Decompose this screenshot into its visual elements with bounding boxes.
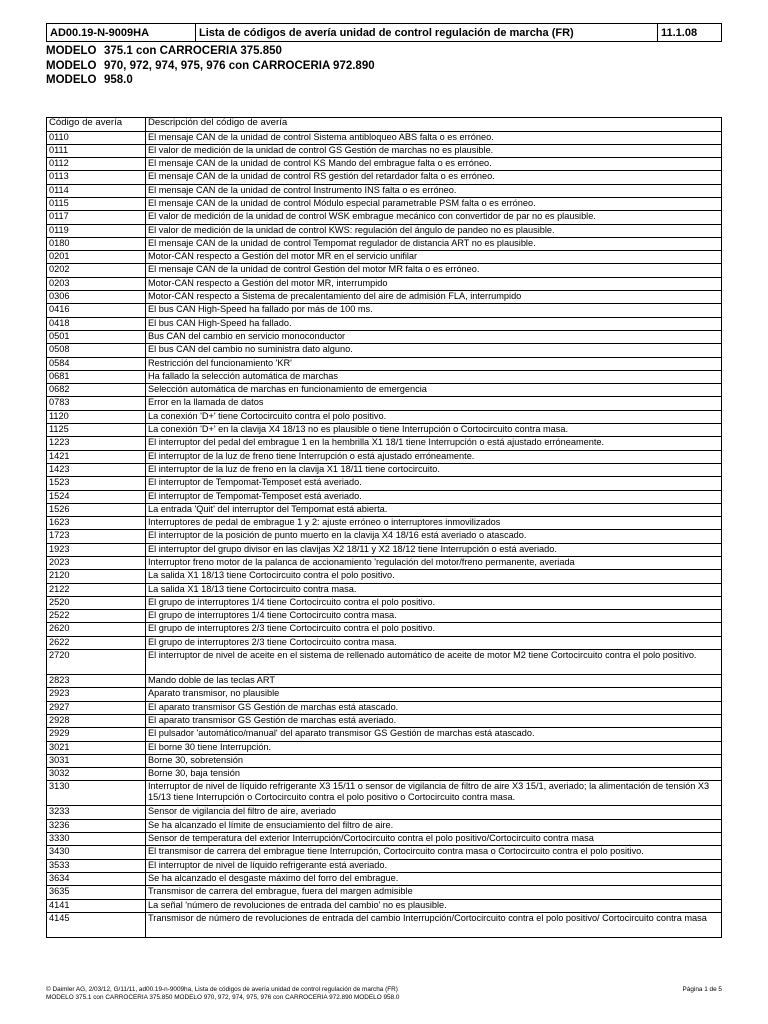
table-row	[47, 503, 722, 516]
fault-description: La salida X1 18/13 tiene Cortocircuito contra el polo positivo.	[146, 570, 722, 583]
table-row	[47, 477, 722, 490]
model-label: MODELO	[46, 59, 97, 72]
table-row	[47, 806, 722, 819]
fault-description: El interruptor del pedal del embrague 1 en la hembrilla X1 18/1 tiene Interrupción o está ajustado erróneamente.	[146, 437, 722, 450]
column-header-description: Descripción del código de avería	[146, 117, 722, 131]
fault-code: 0111	[47, 144, 146, 157]
table-row	[47, 131, 722, 144]
doc-id: AD00.19-N-9009HA	[47, 24, 196, 42]
table-row	[47, 397, 722, 410]
fault-code: 0306	[47, 291, 146, 304]
table-row	[47, 171, 722, 184]
table-row	[47, 846, 722, 859]
fault-description: El grupo de interruptores 2/3 tiene Cortocircuito contra el polo positivo.	[146, 623, 722, 636]
fault-code: 2923	[47, 688, 146, 701]
fault-code: 3330	[47, 833, 146, 846]
fault-code: 4141	[47, 899, 146, 912]
fault-description: Restricción del funcionamiento 'KR'	[146, 357, 722, 370]
table-row	[47, 886, 722, 899]
table-row	[47, 277, 722, 290]
table-row	[47, 610, 722, 623]
table-row	[47, 184, 722, 197]
table-row	[47, 251, 722, 264]
table-row	[47, 530, 722, 543]
table-row	[47, 370, 722, 383]
table-row	[47, 899, 722, 912]
fault-code: 2720	[47, 650, 146, 675]
fault-code: 2023	[47, 557, 146, 570]
table-row	[47, 330, 722, 343]
fault-code: 1524	[47, 490, 146, 503]
fault-code: 3032	[47, 768, 146, 781]
fault-description: Se ha alcanzado el límite de ensuciamiento del filtro de aire.	[146, 819, 722, 832]
page-number: Página 1 de 5	[682, 986, 722, 993]
fault-description: El interruptor de nivel de aceite en el sistema de rellenado automático de aceite de motor M2 tiene Cortocircuito contra el polo positivo.	[146, 650, 722, 675]
page-footer	[46, 986, 722, 1002]
fault-description: El interruptor del grupo divisor en las clavijas X2 18/11 y X2 18/12 tiene Interrupción o está averiado.	[146, 543, 722, 556]
fault-description: El grupo de interruptores 1/4 tiene Cortocircuito contra el polo positivo.	[146, 596, 722, 609]
fault-description: El mensaje CAN de la unidad de control Sistema antibloqueo ABS falta o es erróneo.	[146, 131, 722, 144]
fault-description: El mensaje CAN de la unidad de control Módulo especial parametrable PSM falta o es erróneo.	[146, 197, 722, 210]
fault-description: El mensaje CAN de la unidad de control Instrumento INS falta o es erróneo.	[146, 184, 722, 197]
fault-code: 4145	[47, 912, 146, 937]
table-row	[47, 463, 722, 476]
fault-description: Motor-CAN respecto a Gestión del motor MR en el servicio unifilar	[146, 251, 722, 264]
model-label: MODELO	[46, 45, 97, 57]
fault-code: 2520	[47, 596, 146, 609]
table-row	[47, 650, 722, 675]
fault-description: El grupo de interruptores 1/4 tiene Cortocircuito contra masa.	[146, 610, 722, 623]
doc-date: 11.1.08	[658, 24, 722, 42]
fault-code: 0119	[47, 224, 146, 237]
fault-description: La señal 'número de revoluciones de entrada del cambio' no es plausible.	[146, 899, 722, 912]
table-row	[47, 424, 722, 437]
fault-description: El interruptor de la posición de punto muerto en la clavija X4 18/16 está averiado o atascado.	[146, 530, 722, 543]
table-row	[47, 623, 722, 636]
table-row	[47, 819, 722, 832]
fault-description: Transmisor de número de revoluciones de entrada del cambio Interrupción/Cortocircuito contra el polo positivo/ Cortocircuito contra masa	[146, 912, 722, 937]
fault-description: El bus CAN del cambio no suministra dato alguno.	[146, 344, 722, 357]
fault-description: Mando doble de las teclas ART	[146, 675, 722, 688]
fault-description: Error en la llamada de datos	[146, 397, 722, 410]
fault-description: Interruptor freno motor de la palanca de accionamiento 'regulación del motor/freno permanente, averiada	[146, 557, 722, 570]
fault-code: 2522	[47, 610, 146, 623]
fault-description: Borne 30, baja tensión	[146, 768, 722, 781]
fault-code: 0682	[47, 384, 146, 397]
table-row	[47, 557, 722, 570]
fault-code: 2620	[47, 623, 146, 636]
fault-code: 0501	[47, 330, 146, 343]
footer-line-2: MODELO 375.1 con CARROCERIA 375.850 MODELO 970, 972, 974, 975, 976 con CARROCERIA 972.890 MODELO 958.0	[46, 994, 400, 1001]
fault-code: 0508	[47, 344, 146, 357]
table-row	[47, 211, 722, 224]
fault-description: Interruptor de nivel de líquido refrigerante X3 15/11 o sensor de vigilancia de filtro de aire X3 15/1, averiado; la alimentación de tensión X3 15/13 tiene Interrupción o Cortocircuito contra el polo positivo o Cortocircuito contra masa.	[146, 781, 722, 806]
table-row	[47, 304, 722, 317]
table-row	[47, 688, 722, 701]
table-row	[47, 859, 722, 872]
fault-description: Selección automática de marchas en funcionamiento de emergencia	[146, 384, 722, 397]
table-header-row	[47, 117, 722, 131]
fault-code: 0201	[47, 251, 146, 264]
fault-description: Interruptores de pedal de embrague 1 y 2: ajuste erróneo o interruptores inmovilizados	[146, 517, 722, 530]
fault-code: 3233	[47, 806, 146, 819]
table-row	[47, 490, 722, 503]
fault-code: 0783	[47, 397, 146, 410]
fault-code: 1223	[47, 437, 146, 450]
fault-description: El mensaje CAN de la unidad de control RS gestión del retardador falta o es erróneo.	[146, 171, 722, 184]
fault-description: Sensor de temperatura del exterior Interrupción/Cortocircuito contra el polo positivo/Cortocircuito contra masa	[146, 833, 722, 846]
fault-code: 0113	[47, 171, 146, 184]
fault-code: 3533	[47, 859, 146, 872]
model-line	[46, 73, 722, 88]
doc-title: Lista de códigos de avería unidad de control regulación de marcha (FR)	[196, 24, 658, 42]
table-row	[47, 768, 722, 781]
table-row	[47, 291, 722, 304]
table-row	[47, 701, 722, 714]
table-row	[47, 596, 722, 609]
fault-description: El valor de medición de la unidad de control KWS: regulación del ángulo de pandeo no es plausible.	[146, 224, 722, 237]
fault-code: 3635	[47, 886, 146, 899]
fault-description: El transmisor de carrera del embrague tiene Interrupción, Cortocircuito contra masa o Cortocircuito contra el polo positivo.	[146, 846, 722, 859]
model-value: 375.1 con CARROCERIA 375.850	[104, 45, 282, 57]
fault-code: 0110	[47, 131, 146, 144]
model-label: MODELO	[46, 74, 97, 86]
table-row	[47, 237, 722, 250]
table-row	[47, 158, 722, 171]
fault-code: 2122	[47, 583, 146, 596]
column-header-code: Código de avería	[47, 117, 146, 131]
fault-description: Borne 30, sobretensión	[146, 754, 722, 767]
fault-description: El bus CAN High-Speed ha fallado por más de 100 ms.	[146, 304, 722, 317]
table-row	[47, 912, 722, 937]
table-row	[47, 450, 722, 463]
fault-description: Aparato transmisor, no plausible	[146, 688, 722, 701]
fault-code: 0180	[47, 237, 146, 250]
fault-code: 0114	[47, 184, 146, 197]
fault-code: 3021	[47, 741, 146, 754]
table-row	[47, 357, 722, 370]
fault-code: 0584	[47, 357, 146, 370]
fault-code: 0202	[47, 264, 146, 277]
table-row	[47, 517, 722, 530]
table-row	[47, 781, 722, 806]
fault-description: El interruptor de Tempomat-Temposet está averiado.	[146, 477, 722, 490]
fault-code: 3031	[47, 754, 146, 767]
fault-code: 2120	[47, 570, 146, 583]
fault-code-table	[46, 117, 722, 938]
table-row	[47, 344, 722, 357]
fault-description: El grupo de interruptores 2/3 tiene Cortocircuito contra masa.	[146, 636, 722, 649]
fault-description: El aparato transmisor GS Gestión de marchas está averiado.	[146, 714, 722, 727]
fault-code: 1120	[47, 410, 146, 423]
fault-description: El interruptor de la luz de freno tiene Interrupción o está ajustado erróneamente.	[146, 450, 722, 463]
fault-description: La conexión 'D+' en la clavija X4 18/13 no es plausible o tiene Interrupción o Cortocircuito contra masa.	[146, 424, 722, 437]
fault-code: 0115	[47, 197, 146, 210]
fault-description: El bus CAN High-Speed ha fallado.	[146, 317, 722, 330]
fault-code: 2927	[47, 701, 146, 714]
model-value: 970, 972, 974, 975, 976 con CARROCERIA 972.890	[104, 59, 375, 72]
table-row	[47, 872, 722, 885]
table-row	[47, 410, 722, 423]
fault-code: 2929	[47, 728, 146, 741]
fault-code: 3130	[47, 781, 146, 806]
fault-code: 2823	[47, 675, 146, 688]
fault-description: El mensaje CAN de la unidad de control Tempomat regulador de distancia ART no es plausible.	[146, 237, 722, 250]
table-row	[47, 583, 722, 596]
fault-code: 1723	[47, 530, 146, 543]
fault-description: Motor-CAN respecto a Gestión del motor MR, interrumpido	[146, 277, 722, 290]
fault-description: Ha fallado la selección automática de marchas	[146, 370, 722, 383]
document-header	[46, 23, 722, 42]
table-row	[47, 833, 722, 846]
fault-code: 1623	[47, 517, 146, 530]
table-row	[47, 754, 722, 767]
fault-description: La conexión 'D+' tiene Cortocircuito contra el polo positivo.	[146, 410, 722, 423]
fault-description: El interruptor de la luz de freno en la clavija X1 18/11 tiene cortocircuito.	[146, 463, 722, 476]
fault-code: 1125	[47, 424, 146, 437]
fault-code: 3430	[47, 846, 146, 859]
table-row	[47, 543, 722, 556]
table-row	[47, 264, 722, 277]
table-row	[47, 714, 722, 727]
fault-code: 0416	[47, 304, 146, 317]
fault-description: El mensaje CAN de la unidad de control Gestión del motor MR falta o es erróneo.	[146, 264, 722, 277]
table-row	[47, 384, 722, 397]
model-value: 958.0	[104, 74, 133, 86]
table-row	[47, 741, 722, 754]
fault-description: El interruptor de Tempomat-Temposet está averiado.	[146, 490, 722, 503]
fault-code: 0112	[47, 158, 146, 171]
fault-description: El aparato transmisor GS Gestión de marchas está atascado.	[146, 701, 722, 714]
model-list	[46, 44, 722, 88]
fault-code: 0418	[47, 317, 146, 330]
fault-code: 0681	[47, 370, 146, 383]
table-row	[47, 636, 722, 649]
fault-code: 1923	[47, 543, 146, 556]
table-row	[47, 570, 722, 583]
document-page	[46, 23, 722, 938]
fault-description: El pulsador 'automático/manual' del aparato transmisor GS Gestión de marchas está atascado.	[146, 728, 722, 741]
fault-description: Se ha alcanzado el desgaste máximo del forro del embrague.	[146, 872, 722, 885]
fault-code: 0117	[47, 211, 146, 224]
fault-code: 3236	[47, 819, 146, 832]
fault-description: La entrada 'Quit' del interruptor del Tempomat está abierta.	[146, 503, 722, 516]
fault-code: 0203	[47, 277, 146, 290]
fault-code: 1523	[47, 477, 146, 490]
table-row	[47, 317, 722, 330]
fault-description: El mensaje CAN de la unidad de control KS Mando del embrague falta o es erróneo.	[146, 158, 722, 171]
table-row	[47, 144, 722, 157]
table-row	[47, 197, 722, 210]
fault-code: 2622	[47, 636, 146, 649]
fault-description: El valor de medición de la unidad de control WSK embrague mecánico con convertidor de par no es plausible.	[146, 211, 722, 224]
fault-description: El interruptor de nivel de líquido refrigerante está averiado.	[146, 859, 722, 872]
model-line	[46, 59, 722, 74]
fault-code: 3634	[47, 872, 146, 885]
table-row	[47, 437, 722, 450]
fault-code: 1526	[47, 503, 146, 516]
fault-description: La salida X1 18/13 tiene Cortocircuito contra masa.	[146, 583, 722, 596]
fault-description: El valor de medición de la unidad de control GS Gestión de marchas no es plausible.	[146, 144, 722, 157]
footer-copyright: © Daimler AG, 2/03/12, G/11/11, ad00.19-n-9009ha, Lista de códigos de avería unidad de control regulación de marcha (FR)	[46, 986, 398, 993]
table-row	[47, 675, 722, 688]
fault-description: El borne 30 tiene Interrupción.	[146, 741, 722, 754]
model-line	[46, 44, 722, 59]
fault-description: Transmisor de carrera del embrague, fuera del margen admisible	[146, 886, 722, 899]
fault-description: Motor-CAN respecto a Sistema de precalentamiento del aire de admisión FLA, interrumpido	[146, 291, 722, 304]
fault-code: 1423	[47, 463, 146, 476]
table-row	[47, 224, 722, 237]
fault-description: Bus CAN del cambio en servicio monoconductor	[146, 330, 722, 343]
fault-code: 1421	[47, 450, 146, 463]
table-row	[47, 728, 722, 741]
fault-code: 2928	[47, 714, 146, 727]
fault-description: Sensor de vigilancia del filtro de aire, averiado	[146, 806, 722, 819]
footer-line-1	[46, 986, 722, 994]
